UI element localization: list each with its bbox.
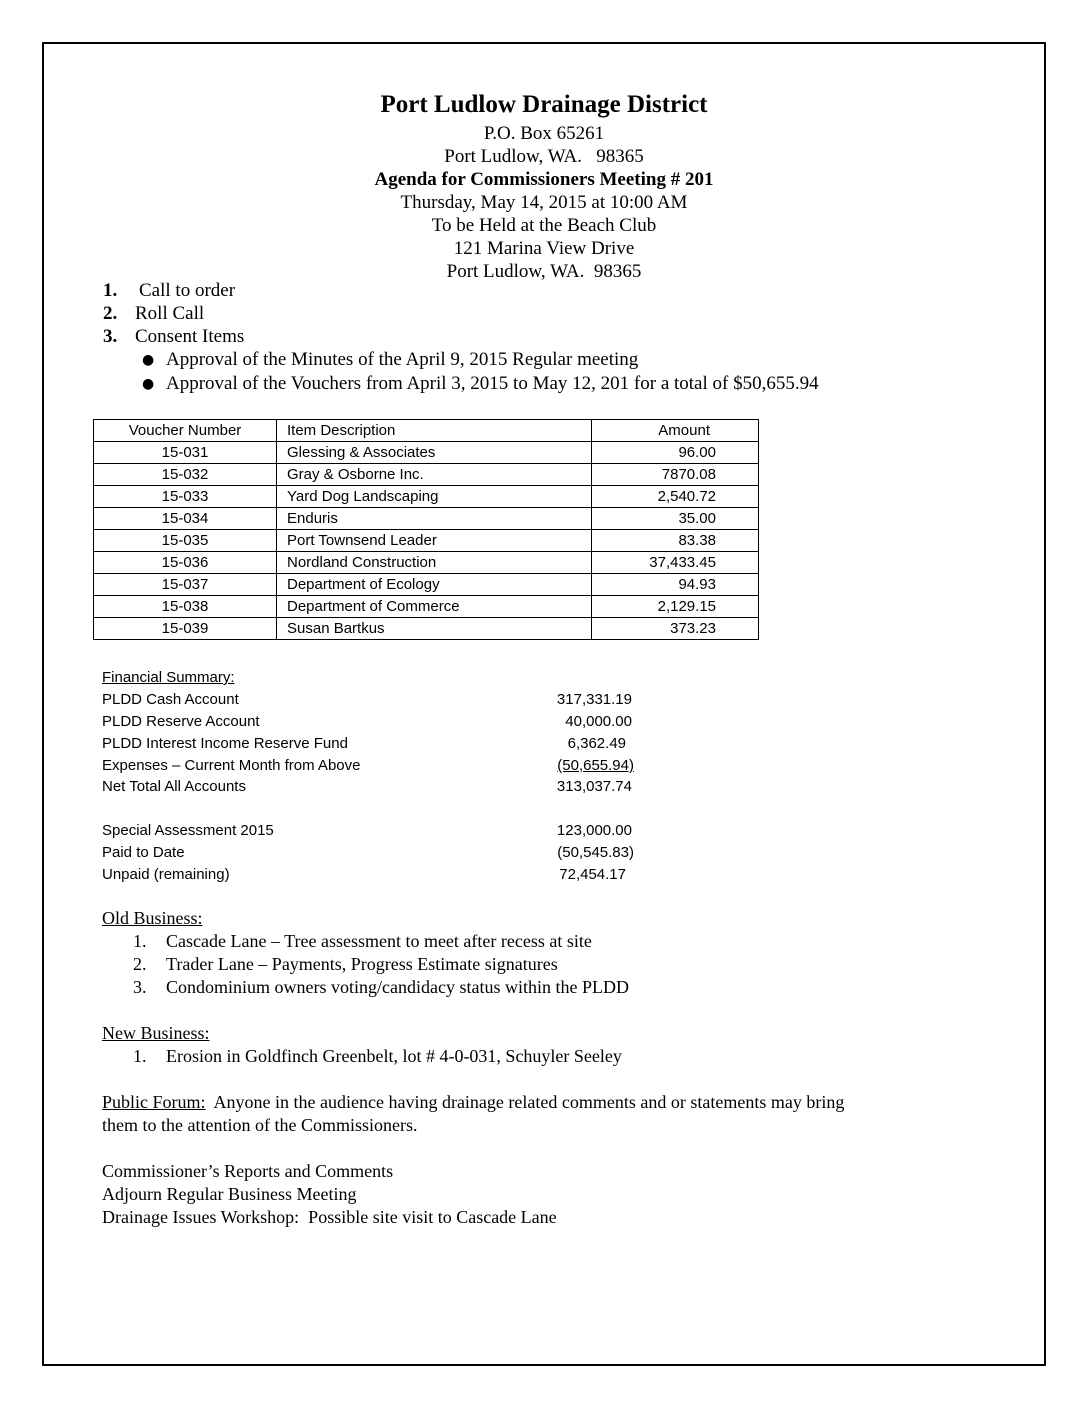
old-business-item: Condominium owners voting/candidacy status within the PLDD <box>166 977 629 997</box>
table-row <box>94 552 759 574</box>
item-description: Enduris <box>277 508 592 530</box>
fin-value-expenses: (50,655.94) <box>557 757 634 774</box>
table-row <box>94 574 759 596</box>
voucher-number: 15-036 <box>94 552 277 574</box>
meeting-date-time: Thursday, May 14, 2015 at 10:00 AM <box>400 192 688 213</box>
amount: 96.00 <box>592 442 759 464</box>
old-business-item: Trader Lane – Payments, Progress Estimate signatures <box>166 954 558 974</box>
table-row <box>94 530 759 552</box>
new-business-item: Erosion in Goldfinch Greenbelt, lot # 4-0-031, Schuyler Seeley <box>166 1046 622 1066</box>
commissioner-reports: Commissioner’s Reports and Comments <box>102 1161 394 1181</box>
voucher-number: 15-037 <box>94 574 277 596</box>
list-number: 1. <box>133 931 147 951</box>
table-row <box>94 508 759 530</box>
item-description: Department of Ecology <box>277 574 592 596</box>
fin-value-special-assessment: 123,000.00 <box>556 822 632 839</box>
column-header-item-description: Item Description <box>277 420 592 442</box>
public-forum-line-1 <box>102 1092 844 1113</box>
amount: 35.00 <box>592 508 759 530</box>
consent-bullet-vouchers: Approval of the Vouchers from April 3, 2015 to May 12, 201 for a total of $50,655.94 <box>166 373 819 394</box>
table-row <box>94 442 759 464</box>
item-description: Glessing & Associates <box>277 442 592 464</box>
amount: 83.38 <box>592 530 759 552</box>
mailing-city: Port Ludlow, WA. 98365 <box>444 146 644 167</box>
voucher-number: 15-039 <box>94 618 277 640</box>
agenda-item-call-to-order: Call to order <box>139 280 236 301</box>
public-forum-label: Public Forum: <box>102 1092 206 1112</box>
meeting-location: To be Held at the Beach Club <box>431 215 657 236</box>
public-forum-text: Anyone in the audience having drainage related comments and or statements may bring <box>205 1092 845 1112</box>
fin-value-reserve-account: 40,000.00 <box>565 713 632 730</box>
voucher-number: 15-038 <box>94 596 277 618</box>
public-forum-line-2: them to the attention of the Commissioners. <box>102 1115 418 1135</box>
list-number: 2. <box>133 954 147 974</box>
district-title: Port Ludlow Drainage District <box>380 91 708 118</box>
drainage-workshop: Drainage Issues Workshop: Possible site visit to Cascade Lane <box>102 1207 557 1227</box>
old-business-item: Cascade Lane – Tree assessment to meet after recess at site <box>166 931 592 951</box>
table-row <box>94 618 759 640</box>
list-number: 1. <box>133 1046 147 1066</box>
consent-bullet-minutes: Approval of the Minutes of the April 9, 2015 Regular meeting <box>166 349 639 370</box>
fin-value-paid-to-date: (50,545.83) <box>557 844 634 861</box>
agenda-item-number: 1. <box>103 280 118 301</box>
item-description: Port Townsend Leader <box>277 530 592 552</box>
po-box: P.O. Box 65261 <box>483 123 605 144</box>
old-business-heading: Old Business: <box>102 908 203 928</box>
item-description: Department of Commerce <box>277 596 592 618</box>
document-header <box>42 88 1046 283</box>
bullet-icon: ● <box>142 376 155 392</box>
agenda-item-number: 3. <box>103 326 118 347</box>
fin-label-special-assessment: Special Assessment 2015 <box>102 822 274 839</box>
fin-value-unpaid: 72,454.17 <box>559 866 626 883</box>
meeting-street: 121 Marina View Drive <box>453 238 635 259</box>
amount: 94.93 <box>592 574 759 596</box>
voucher-number: 15-034 <box>94 508 277 530</box>
fin-label-reserve-account: PLDD Reserve Account <box>102 713 260 730</box>
table-row <box>94 486 759 508</box>
agenda-item-consent-items: Consent Items <box>135 326 245 347</box>
agenda-item-roll-call: Roll Call <box>135 303 205 324</box>
table-row <box>94 464 759 486</box>
voucher-number: 15-032 <box>94 464 277 486</box>
item-description: Gray & Osborne Inc. <box>277 464 592 486</box>
fin-label-unpaid: Unpaid (remaining) <box>102 866 230 883</box>
voucher-number: 15-033 <box>94 486 277 508</box>
column-header-voucher-number: Voucher Number <box>94 420 277 442</box>
agenda-title: Agenda for Commissioners Meeting # 201 <box>374 169 714 190</box>
item-description: Yard Dog Landscaping <box>277 486 592 508</box>
amount: 7870.08 <box>592 464 759 486</box>
financial-summary-heading: Financial Summary: <box>102 669 235 686</box>
amount: 37,433.45 <box>592 552 759 574</box>
fin-label-expenses: Expenses – Current Month from Above <box>102 757 361 774</box>
fin-label-cash-account: PLDD Cash Account <box>102 691 239 708</box>
new-business-heading: New Business: <box>102 1023 210 1043</box>
amount: 2,129.15 <box>592 596 759 618</box>
item-description: Nordland Construction <box>277 552 592 574</box>
voucher-number: 15-031 <box>94 442 277 464</box>
adjourn-meeting: Adjourn Regular Business Meeting <box>102 1184 357 1204</box>
fin-value-interest-reserve: 6,362.49 <box>567 735 626 752</box>
fin-label-paid-to-date: Paid to Date <box>102 844 185 861</box>
column-header-amount: Amount <box>592 420 759 442</box>
meeting-city: Port Ludlow, WA. 98365 <box>446 261 642 282</box>
voucher-number: 15-035 <box>94 530 277 552</box>
fin-label-net-total: Net Total All Accounts <box>102 778 246 795</box>
table-header-row <box>94 420 759 442</box>
list-number: 3. <box>133 977 147 997</box>
fin-value-cash-account: 317,331.19 <box>556 691 632 708</box>
fin-value-net-total: 313,037.74 <box>556 778 632 795</box>
table-row <box>94 596 759 618</box>
amount: 2,540.72 <box>592 486 759 508</box>
fin-label-interest-reserve: PLDD Interest Income Reserve Fund <box>102 735 348 752</box>
bullet-icon: ● <box>142 352 155 368</box>
amount: 373.23 <box>592 618 759 640</box>
item-description: Susan Bartkus <box>277 618 592 640</box>
agenda-item-number: 2. <box>103 303 118 324</box>
voucher-table <box>93 419 759 640</box>
